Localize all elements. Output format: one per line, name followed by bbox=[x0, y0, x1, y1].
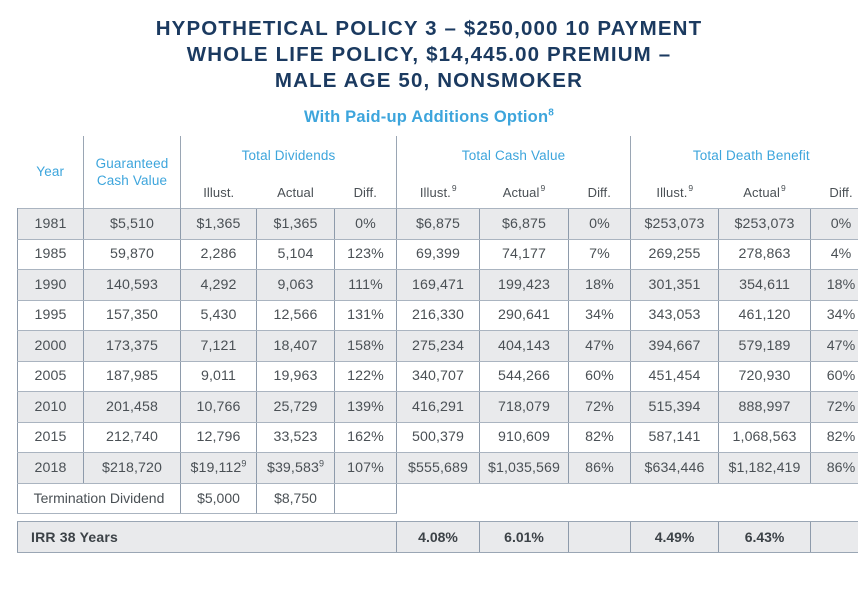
group-header-total-cash-value: Total Cash Value bbox=[397, 136, 631, 176]
irr-cashvalue-diff bbox=[569, 521, 631, 552]
cell-year: 1981 bbox=[18, 209, 84, 240]
cell-deathbenefit-illust: 515,394 bbox=[631, 392, 719, 423]
cell-cashvalue-illust: 216,330 bbox=[397, 300, 480, 331]
table-row bbox=[18, 331, 858, 362]
subheader-cashvalue-diff: Diff. bbox=[587, 184, 611, 200]
cell-cashvalue-actual: 199,423 bbox=[480, 270, 569, 301]
cell-cashvalue-actual: 290,641 bbox=[480, 300, 569, 331]
cell-year: 2010 bbox=[18, 392, 84, 423]
cell-dividends-illust: $1,365 bbox=[181, 209, 257, 240]
subheader-deathbenefit-illust-text: Illust. bbox=[656, 184, 688, 200]
cell-dividends-diff: 123% bbox=[335, 239, 397, 270]
title-line-1: HYPOTHETICAL POLICY 3 – $250,000 10 PAYMENT bbox=[155, 17, 703, 40]
subheader-deathbenefit-illust-footnote: 9 bbox=[688, 183, 694, 194]
subtitle-text: With Paid-up Additions Option bbox=[303, 108, 549, 126]
table-row bbox=[18, 239, 858, 270]
cell-cashvalue-actual: 910,609 bbox=[480, 422, 569, 453]
cell-cashvalue-illust: 169,471 bbox=[397, 270, 480, 301]
cell-deathbenefit-actual: $253,073 bbox=[719, 209, 811, 240]
cell-dividends-diff: 139% bbox=[335, 392, 397, 423]
cell-dividends-actual-footnote: 9 bbox=[318, 458, 325, 469]
cell-cashvalue-illust: 500,379 bbox=[397, 422, 480, 453]
policy-table-wrapper bbox=[17, 136, 856, 553]
cell-deathbenefit-illust: 587,141 bbox=[631, 422, 719, 453]
cell-cashvalue-illust: 416,291 bbox=[397, 392, 480, 423]
table-body bbox=[18, 209, 858, 484]
cell-deathbenefit-diff: 34% bbox=[811, 300, 858, 331]
subheader-cashvalue-illust-text: Illust. bbox=[419, 184, 451, 200]
cell-dividends-actual: 5,104 bbox=[257, 239, 335, 270]
cell-cashvalue-actual: 718,079 bbox=[480, 392, 569, 423]
cell-cashvalue-actual: 544,266 bbox=[480, 361, 569, 392]
cell-cashvalue-actual: $1,035,569 bbox=[480, 453, 569, 484]
cell-dividends-illust-footnote: 9 bbox=[241, 458, 247, 469]
irr-cashvalue-illust: 4.08% bbox=[397, 521, 480, 552]
subheader-cashvalue-actual-text: Actual bbox=[502, 184, 540, 200]
irr-deathbenefit-actual: 6.43% bbox=[719, 521, 811, 552]
column-header-guaranteed-cash-value bbox=[84, 136, 181, 209]
cell-deathbenefit-diff: 72% bbox=[811, 392, 858, 423]
cell-deathbenefit-actual: 354,611 bbox=[719, 270, 811, 301]
subheader-deathbenefit-actual-text: Actual bbox=[743, 184, 780, 200]
cell-dividends-diff: 158% bbox=[335, 331, 397, 362]
cell-cashvalue-actual: $6,875 bbox=[480, 209, 569, 240]
cell-dividends-illust: 10,766 bbox=[181, 392, 257, 423]
cell-deathbenefit-actual: 720,930 bbox=[719, 361, 811, 392]
cell-year: 1985 bbox=[18, 239, 84, 270]
cell-deathbenefit-actual: 888,997 bbox=[719, 392, 811, 423]
cell-deathbenefit-diff: 47% bbox=[811, 331, 858, 362]
termination-dividend-row bbox=[18, 483, 858, 513]
cell-cashvalue-illust: 69,399 bbox=[397, 239, 480, 270]
header-group-row bbox=[18, 136, 858, 176]
footer-spacer bbox=[18, 513, 858, 521]
cell-deathbenefit-illust: $634,446 bbox=[631, 453, 719, 484]
cell-dividends-illust: 9,011 bbox=[181, 361, 257, 392]
cell-deathbenefit-diff: 0% bbox=[811, 209, 858, 240]
cell-cashvalue-diff: 18% bbox=[569, 270, 631, 301]
cell-cashvalue-actual: 404,143 bbox=[480, 331, 569, 362]
termination-dividend-diff bbox=[335, 483, 397, 513]
cell-guaranteed-cash-value: 201,458 bbox=[84, 392, 181, 423]
cell-cashvalue-illust: $6,875 bbox=[397, 209, 480, 240]
table-row bbox=[18, 422, 858, 453]
cell-cashvalue-actual: 74,177 bbox=[480, 239, 569, 270]
cell-deathbenefit-diff: 86% bbox=[811, 453, 858, 484]
table-row bbox=[18, 209, 858, 240]
cell-dividends-diff: 122% bbox=[335, 361, 397, 392]
cell-year: 2018 bbox=[18, 453, 84, 484]
subheader-deathbenefit-actual bbox=[719, 176, 811, 209]
cell-dividends-actual: $39,583$^9$ bbox=[257, 453, 335, 484]
cell-deathbenefit-illust: 301,351 bbox=[631, 270, 719, 301]
cell-dividends-actual: 25,729 bbox=[257, 392, 335, 423]
cell-deathbenefit-actual: 1,068,563 bbox=[719, 422, 811, 453]
cell-dividends-diff: 162% bbox=[335, 422, 397, 453]
cell-dividends-diff: 131% bbox=[335, 300, 397, 331]
subheader-cashvalue-actual bbox=[480, 176, 569, 209]
cell-deathbenefit-illust: 269,255 bbox=[631, 239, 719, 270]
subheader-deathbenefit-actual-footnote: 9 bbox=[781, 183, 786, 194]
cell-deathbenefit-illust: 343,053 bbox=[631, 300, 719, 331]
cell-year: 1995 bbox=[18, 300, 84, 331]
irr-deathbenefit-diff bbox=[811, 521, 858, 552]
cell-dividends-illust: 2,286 bbox=[181, 239, 257, 270]
irr-row bbox=[18, 521, 858, 552]
table-row bbox=[18, 361, 858, 392]
cell-deathbenefit-diff: 4% bbox=[811, 239, 858, 270]
cell-deathbenefit-diff: 60% bbox=[811, 361, 858, 392]
cell-dividends-actual: 9,063 bbox=[257, 270, 335, 301]
cell-year: 2000 bbox=[18, 331, 84, 362]
cell-cashvalue-diff: 0% bbox=[569, 209, 631, 240]
table-row bbox=[18, 270, 858, 301]
cell-dividends-actual: 19,963 bbox=[257, 361, 335, 392]
cell-cashvalue-diff: 72% bbox=[569, 392, 631, 423]
cell-dividends-illust: 4,292 bbox=[181, 270, 257, 301]
irr-label: IRR 38 Years bbox=[18, 521, 397, 552]
cell-cashvalue-diff: 82% bbox=[569, 422, 631, 453]
cell-cashvalue-illust: 340,707 bbox=[397, 361, 480, 392]
cell-deathbenefit-actual: 579,189 bbox=[719, 331, 811, 362]
cell-guaranteed-cash-value: 187,985 bbox=[84, 361, 181, 392]
cell-cashvalue-diff: 47% bbox=[569, 331, 631, 362]
cell-deathbenefit-illust: 394,667 bbox=[631, 331, 719, 362]
cell-guaranteed-cash-value: $218,720 bbox=[84, 453, 181, 484]
cell-guaranteed-cash-value: 140,593 bbox=[84, 270, 181, 301]
table-row bbox=[18, 392, 858, 423]
table-row bbox=[18, 453, 858, 484]
title-line-3: MALE AGE 50, NONSMOKER bbox=[274, 69, 584, 92]
page-subtitle bbox=[0, 107, 858, 127]
cell-dividends-diff: 111% bbox=[335, 270, 397, 301]
cell-guaranteed-cash-value: 59,870 bbox=[84, 239, 181, 270]
cell-deathbenefit-diff: 82% bbox=[811, 422, 858, 453]
cell-year: 1990 bbox=[18, 270, 84, 301]
termination-dividend-label: Termination Dividend bbox=[18, 483, 181, 513]
termination-row-empty-area bbox=[397, 483, 858, 513]
table-row bbox=[18, 300, 858, 331]
subheader-dividends-illust: Illust. bbox=[203, 184, 235, 200]
termination-dividend-actual: $8,750 bbox=[257, 483, 335, 513]
subheader-dividends-diff: Diff. bbox=[353, 184, 377, 200]
cell-guaranteed-cash-value: 212,740 bbox=[84, 422, 181, 453]
cell-deathbenefit-actual: $1,182,419 bbox=[719, 453, 811, 484]
cell-dividends-illust: 12,796 bbox=[181, 422, 257, 453]
policy-values-table bbox=[17, 136, 858, 553]
termination-dividend-illust: $5,000 bbox=[181, 483, 257, 513]
cell-year: 2015 bbox=[18, 422, 84, 453]
cell-year: 2005 bbox=[18, 361, 84, 392]
column-header-year: Year bbox=[36, 164, 65, 179]
cell-cashvalue-diff: 60% bbox=[569, 361, 631, 392]
cell-cashvalue-diff: 34% bbox=[569, 300, 631, 331]
subheader-deathbenefit-diff: Diff. bbox=[829, 184, 853, 200]
subheader-dividends-actual: Actual bbox=[277, 184, 314, 200]
cell-dividends-illust: $19,112$^9$ bbox=[181, 453, 257, 484]
cell-dividends-actual: 12,566 bbox=[257, 300, 335, 331]
cell-deathbenefit-illust: 451,454 bbox=[631, 361, 719, 392]
cell-dividends-illust: 5,430 bbox=[181, 300, 257, 331]
footer-spacer-cell bbox=[18, 513, 858, 521]
cell-guaranteed-cash-value: 157,350 bbox=[84, 300, 181, 331]
irr-deathbenefit-illust: 4.49% bbox=[631, 521, 719, 552]
table-header bbox=[18, 136, 858, 209]
irr-cashvalue-actual: 6.01% bbox=[480, 521, 569, 552]
subheader-deathbenefit-illust bbox=[631, 176, 719, 209]
cell-deathbenefit-illust: $253,073 bbox=[631, 209, 719, 240]
group-header-total-death-benefit: Total Death Benefit bbox=[631, 136, 858, 176]
subheader-cashvalue-illust bbox=[397, 176, 480, 209]
cell-guaranteed-cash-value: $5,510 bbox=[84, 209, 181, 240]
cell-dividends-actual: 18,407 bbox=[257, 331, 335, 362]
cell-deathbenefit-actual: 278,863 bbox=[719, 239, 811, 270]
cell-dividends-illust: 7,121 bbox=[181, 331, 257, 362]
cell-cashvalue-diff: 7% bbox=[569, 239, 631, 270]
title-line-2: WHOLE LIFE POLICY, $14,445.00 PREMIUM – bbox=[186, 43, 672, 66]
cell-guaranteed-cash-value: 173,375 bbox=[84, 331, 181, 362]
cell-dividends-diff: 107% bbox=[335, 453, 397, 484]
group-header-total-dividends: Total Dividends bbox=[241, 148, 336, 163]
gcv-header-line-2: Cash Value bbox=[96, 173, 168, 188]
cell-dividends-diff: 0% bbox=[335, 209, 397, 240]
cell-dividends-actual: 33,523 bbox=[257, 422, 335, 453]
subheader-cashvalue-actual-footnote: 9 bbox=[540, 183, 546, 194]
gcv-header-line-1: Guaranteed bbox=[95, 156, 169, 171]
cell-cashvalue-illust: $555,689 bbox=[397, 453, 480, 484]
cell-dividends-actual: $1,365 bbox=[257, 209, 335, 240]
cell-deathbenefit-diff: 18% bbox=[811, 270, 858, 301]
page-title bbox=[0, 0, 858, 94]
subtitle-footnote-marker: 8 bbox=[548, 107, 554, 119]
table-footer bbox=[18, 483, 858, 552]
cell-cashvalue-diff: 86% bbox=[569, 453, 631, 484]
cell-cashvalue-illust: 275,234 bbox=[397, 331, 480, 362]
subheader-cashvalue-illust-footnote: 9 bbox=[451, 183, 457, 194]
cell-deathbenefit-actual: 461,120 bbox=[719, 300, 811, 331]
